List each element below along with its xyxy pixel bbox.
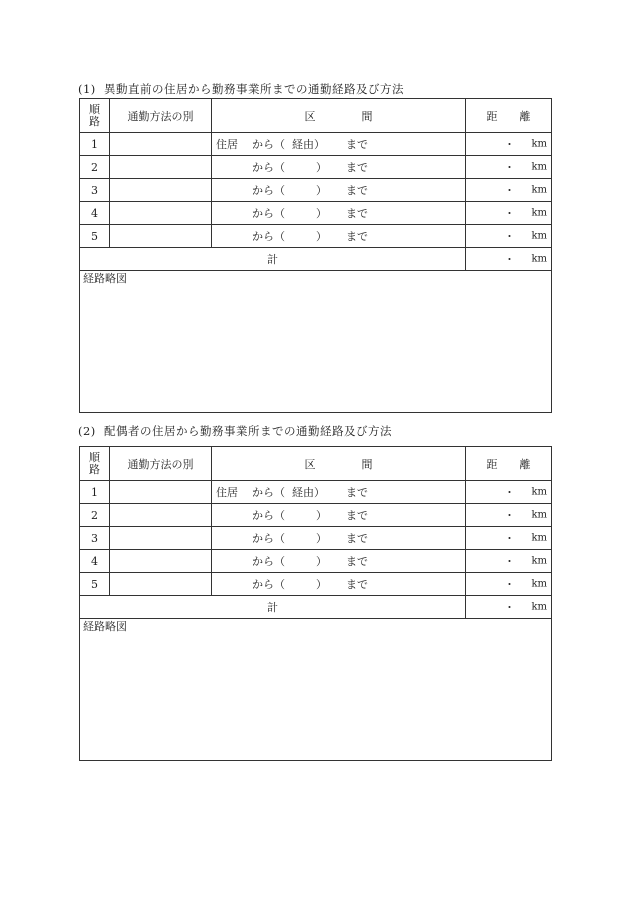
row-number: 1 [80, 133, 110, 156]
via-label: ） [316, 532, 327, 545]
distance-input-cell[interactable]: ・ km [466, 481, 552, 504]
row-number: 3 [80, 527, 110, 550]
table-row [80, 573, 552, 596]
to-label: まで [346, 161, 368, 174]
from-label: から（ [252, 184, 285, 197]
via-label: ） [316, 230, 327, 243]
from-label: から（ [252, 486, 285, 499]
table-row [80, 179, 552, 202]
section-input-cell[interactable] [212, 225, 466, 248]
distance-header: 距 離 [466, 99, 552, 133]
distance-input-cell[interactable]: ・ km [466, 573, 552, 596]
start-label: 住居 [216, 138, 238, 151]
to-label: まで [346, 555, 368, 568]
row-number: 3 [80, 179, 110, 202]
distance-input-cell[interactable]: ・ km [466, 225, 552, 248]
row-number: 4 [80, 202, 110, 225]
distance-header: 距 離 [466, 447, 552, 481]
distance-input-cell[interactable]: ・ km [466, 156, 552, 179]
from-label: から（ [252, 207, 285, 220]
section-input-cell[interactable] [212, 527, 466, 550]
row-number: 5 [80, 225, 110, 248]
method-input-cell[interactable] [110, 156, 212, 179]
method-header: 通勤方法の別 [110, 447, 212, 481]
section-1-number: (1) [78, 82, 96, 96]
method-input-cell[interactable] [110, 202, 212, 225]
table-row [80, 550, 552, 573]
to-label: まで [346, 509, 368, 522]
via-label: 経由） [292, 486, 325, 499]
section-input-cell[interactable] [212, 550, 466, 573]
section-input-cell[interactable] [212, 156, 466, 179]
table-row [80, 156, 552, 179]
total-distance-cell[interactable]: ・ km [466, 596, 552, 619]
to-label: まで [346, 138, 368, 151]
section-header: 区 間 [212, 99, 466, 133]
method-input-cell[interactable] [110, 504, 212, 527]
row-number: 4 [80, 550, 110, 573]
section-2-title [78, 423, 392, 439]
total-distance-cell[interactable]: ・ km [466, 248, 552, 271]
from-label: から（ [252, 138, 285, 151]
method-input-cell[interactable] [110, 133, 212, 156]
row-number: 2 [80, 156, 110, 179]
via-label: ） [316, 578, 327, 591]
distance-input-cell[interactable]: ・ km [466, 550, 552, 573]
distance-input-cell[interactable]: ・ km [466, 504, 552, 527]
start-label: 住居 [216, 486, 238, 499]
section-2-route-table [79, 446, 552, 619]
order-header: 順 路 [80, 447, 110, 481]
section-input-cell[interactable] [212, 179, 466, 202]
to-label: まで [346, 486, 368, 499]
table-row [80, 504, 552, 527]
section-1-title [78, 81, 404, 97]
to-label: まで [346, 184, 368, 197]
to-label: まで [346, 230, 368, 243]
total-label: 計 [80, 248, 466, 271]
table-row [80, 133, 552, 156]
from-label: から（ [252, 532, 285, 545]
table-row [80, 202, 552, 225]
row-number: 2 [80, 504, 110, 527]
distance-input-cell[interactable]: ・ km [466, 202, 552, 225]
via-label: 経由） [292, 138, 325, 151]
section-input-cell[interactable] [212, 481, 466, 504]
total-label: 計 [80, 596, 466, 619]
method-input-cell[interactable] [110, 527, 212, 550]
to-label: まで [346, 532, 368, 545]
distance-input-cell[interactable]: ・ km [466, 527, 552, 550]
section-2-title-text: 配偶者の住居から勤務事業所までの通勤経路及び方法 [104, 424, 392, 438]
route-map-label: 経路略図 [83, 620, 127, 633]
order-header: 順 路 [80, 99, 110, 133]
from-label: から（ [252, 555, 285, 568]
method-input-cell[interactable] [110, 481, 212, 504]
via-label: ） [316, 184, 327, 197]
row-number: 5 [80, 573, 110, 596]
section-1-route-map-box[interactable] [79, 268, 552, 413]
via-label: ） [316, 161, 327, 174]
section-1-title-text: 異動直前の住居から勤務事業所までの通勤経路及び方法 [104, 82, 404, 96]
from-label: から（ [252, 161, 285, 174]
section-header: 区 間 [212, 447, 466, 481]
distance-input-cell[interactable]: ・ km [466, 179, 552, 202]
table-header-row [80, 447, 552, 481]
section-2-route-map-box[interactable] [79, 616, 552, 761]
route-map-label: 経路略図 [83, 272, 127, 285]
method-input-cell[interactable] [110, 573, 212, 596]
method-input-cell[interactable] [110, 225, 212, 248]
table-row [80, 481, 552, 504]
method-header: 通勤方法の別 [110, 99, 212, 133]
section-input-cell[interactable] [212, 504, 466, 527]
via-label: ） [316, 509, 327, 522]
section-2-number: (2) [78, 424, 96, 438]
section-input-cell[interactable] [212, 133, 466, 156]
via-label: ） [316, 207, 327, 220]
from-label: から（ [252, 578, 285, 591]
section-input-cell[interactable] [212, 202, 466, 225]
row-number: 1 [80, 481, 110, 504]
method-input-cell[interactable] [110, 550, 212, 573]
table-row [80, 225, 552, 248]
section-input-cell[interactable] [212, 573, 466, 596]
from-label: から（ [252, 230, 285, 243]
table-row [80, 527, 552, 550]
to-label: まで [346, 207, 368, 220]
method-input-cell[interactable] [110, 179, 212, 202]
to-label: まで [346, 578, 368, 591]
distance-input-cell[interactable]: ・ km [466, 133, 552, 156]
from-label: から（ [252, 509, 285, 522]
section-1-route-table [79, 98, 552, 271]
table-header-row [80, 99, 552, 133]
via-label: ） [316, 555, 327, 568]
